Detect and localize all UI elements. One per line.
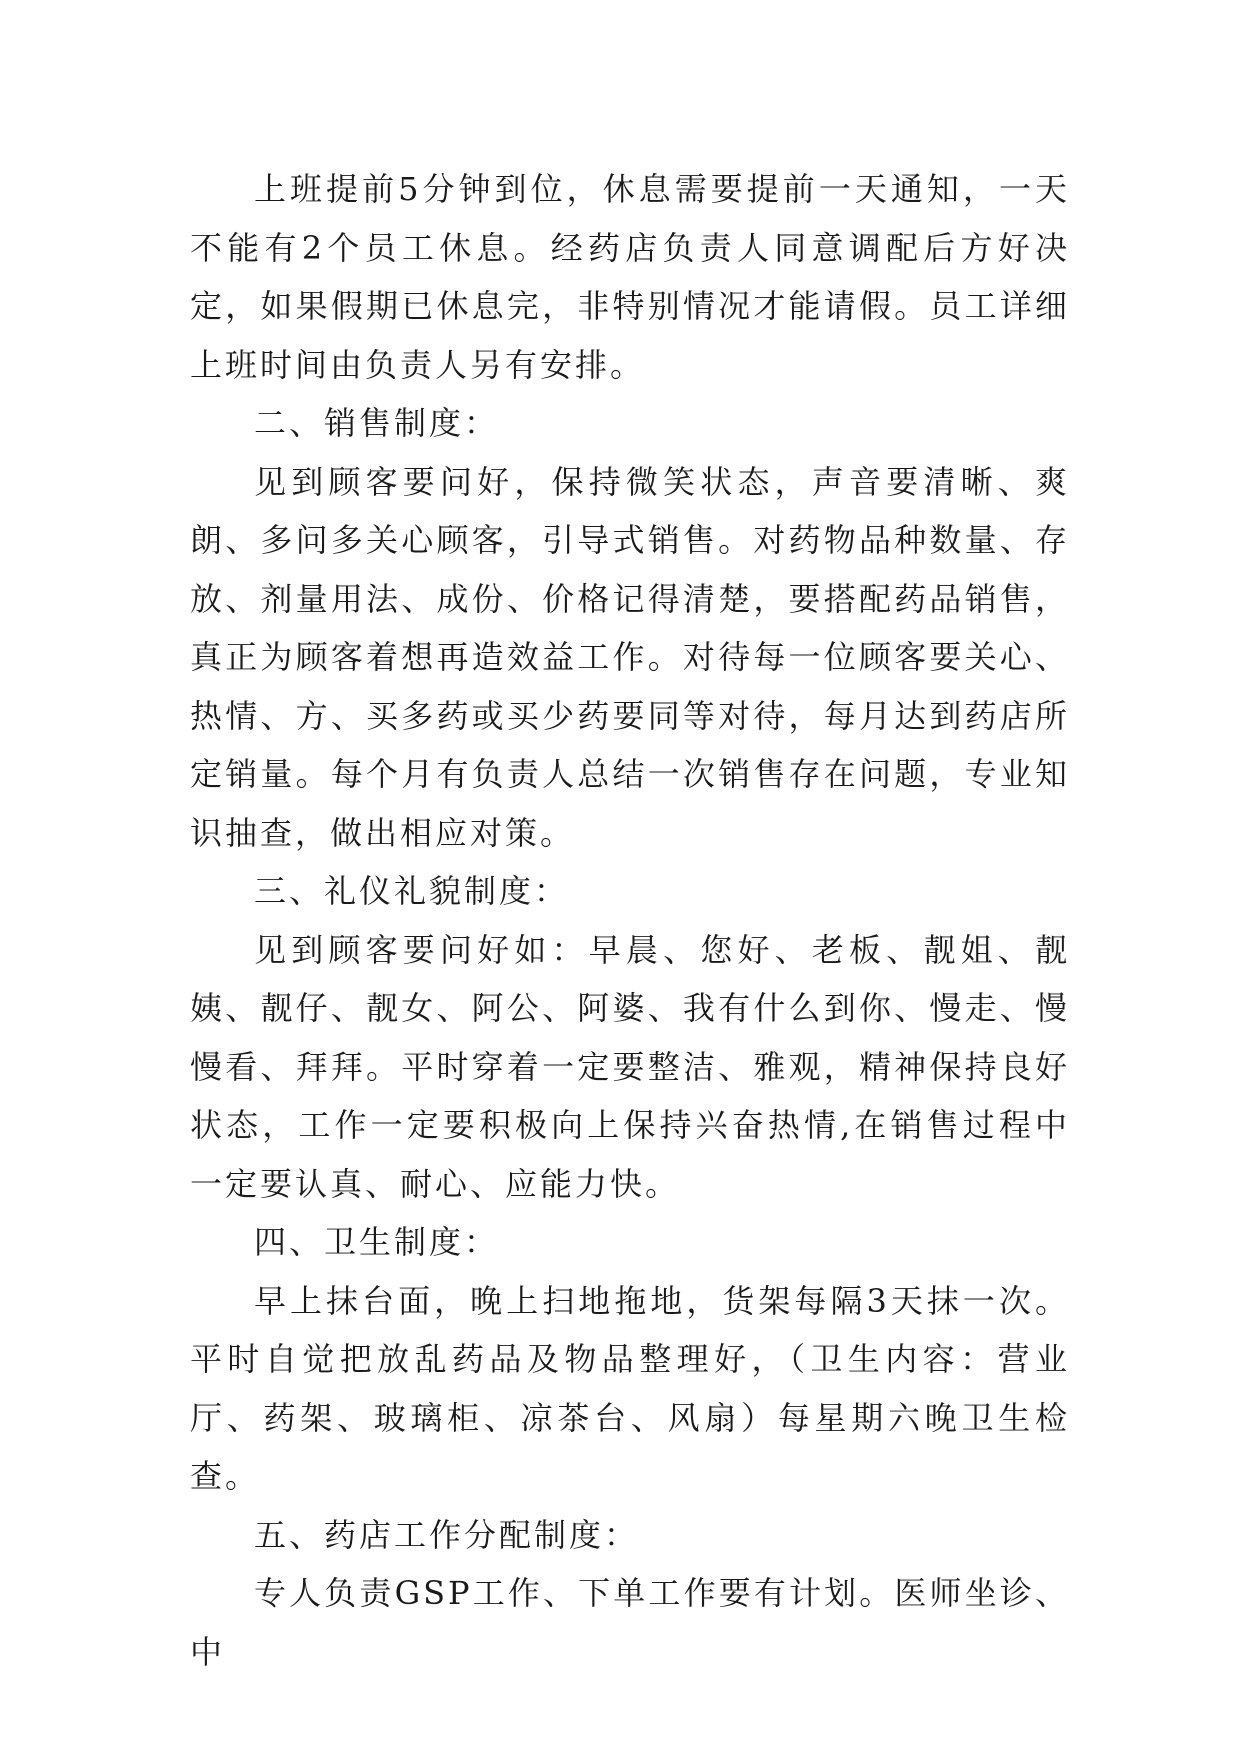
- heading-etiquette-rules: 三、礼仪礼貌制度：: [254, 872, 570, 910]
- paragraph-sales-rules: 见到顾客要问好，保持微笑状态，声音要清晰、爽朗、多问多关心顾客，引导式销售。对药物品种数量、存放、剂量用法、成份、价格记得清楚，要搭配药品销售，真正为顾客着想再造效益工作。对待每一位顾客要关心、热情、方、买多药或买少药要同等对待，每月达到药店所定销量。每个月有负责人总结一次销售存在问题，专业知识抽查，做出相应对策。: [190, 462, 1070, 852]
- paragraph-attendance: 上班提前5分钟到位，休息需要提前一天通知，一天不能有2个员工休息。经药店负责人同意调配后方好决定，如果假期已休息完，非特别情况才能请假。员工详细上班时间由负责人另有安排。: [190, 170, 1070, 384]
- paragraph-hygiene-rules: 早上抹台面，晚上扫地拖地，货架每隔3天抹一次。平时自觉把放乱药品及物品整理好，（卫生内容：营业厅、药架、玻璃柜、凉茶台、风扇）每星期六晚卫生检查。: [190, 1281, 1070, 1495]
- heading-work-assignment-rules: 五、药店工作分配制度：: [254, 1515, 640, 1554]
- paragraph-etiquette-rules: 见到顾客要问好如：早晨、您好、老板、靓姐、靓姨、靓仔、靓女、阿公、阿婆、我有什么到你、慢走、慢慢看、拜拜。平时穿着一定要整洁、雅观，精神保持良好状态，工作一定要积极向上保持兴奋热情,在销售过程中一定要认真、耐心、应能力快。: [190, 930, 1070, 1203]
- document-page: [190, 160, 1070, 1681]
- paragraph-work-assignment-rules: 专人负责GSP工作、下单工作要有计划。医师坐诊、中: [190, 1574, 1070, 1671]
- heading-hygiene-rules: 四、卫生制度：: [254, 1223, 500, 1261]
- heading-sales-rules: 二、销售制度：: [254, 404, 500, 442]
